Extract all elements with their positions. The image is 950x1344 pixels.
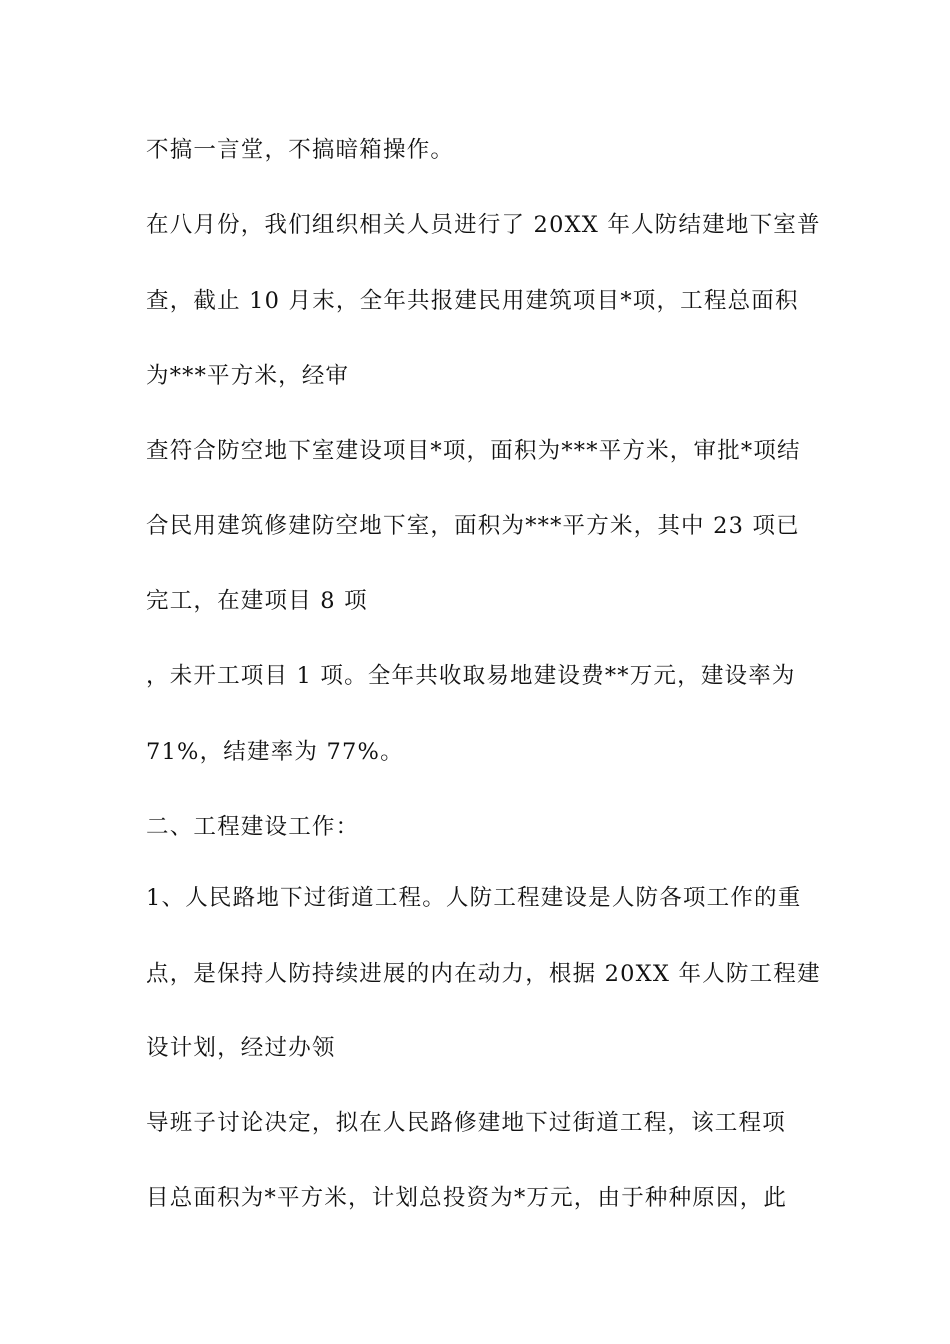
text-line: 完工，在建项目 8 项 (146, 588, 368, 614)
text-line: 合民用建筑修建防空地下室，面积为***平方米，其中 23 项已 (146, 513, 800, 539)
text-line: 目总面积为*平方米，计划总投资为*万元，由于种种原因，此 (146, 1185, 788, 1211)
text-line: 71%，结建率为 77%。 (146, 739, 404, 765)
text-line: 不搞一言堂，不搞暗箱操作。 (146, 137, 455, 163)
text-line: 查符合防空地下室建设项目*项，面积为***平方米，审批*项结 (146, 438, 801, 464)
text-line: 设计划，经过办领 (146, 1035, 336, 1061)
text-line: 二、工程建设工作： (146, 814, 360, 840)
text-line: 导班子讨论决定，拟在人民路修建地下过街道工程，该工程项 (146, 1110, 786, 1136)
text-line: 为***平方米，经审 (146, 363, 350, 389)
text-line: 1、人民路地下过街道工程。人防工程建设是人防各项工作的重 (146, 885, 802, 911)
text-line: 查，截止 10 月末，全年共报建民用建筑项目*项，工程总面积 (146, 288, 799, 314)
text-line: ，未开工项目 1 项。全年共收取易地建设费**万元，建设率为 (146, 663, 796, 689)
text-line: 在八月份，我们组织相关人员进行了 20XX 年人防结建地下室普 (146, 212, 821, 238)
text-line: 点，是保持人防持续进展的内在动力，根据 20XX 年人防工程建 (146, 961, 821, 987)
